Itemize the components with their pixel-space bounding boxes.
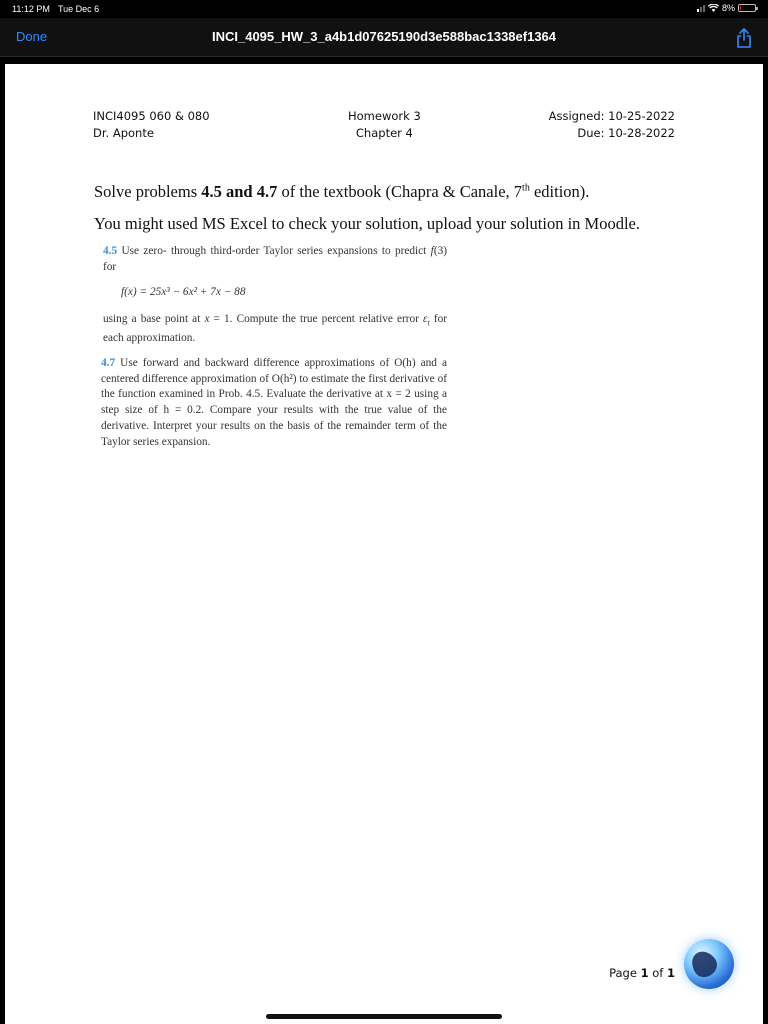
- status-indicators: [697, 3, 756, 13]
- homework-title: Homework 3: [348, 109, 421, 123]
- battery-percent: 8%: [721, 3, 735, 13]
- header-center: [348, 108, 421, 142]
- problem-4-7: 4.7 Use forward and backward difference approximations of O(h) and a centered difference approximation of O(h²) to estimate the first derivative of the function examined in Prob. 4.5. Evaluate the derivative at x = 2 using a step size of h = 0.2. Compare your results with the true value of the derivative. Interpret your results on the basis of the remainder term of the Taylor series expansion.: [101, 357, 447, 448]
- instruction-line-2: You might used MS Excel to check your solution, upload your solution in Moodle.: [94, 214, 641, 233]
- home-indicator[interactable]: [266, 1014, 502, 1019]
- chapter-label: Chapter 4: [355, 126, 413, 140]
- header-right: [549, 108, 675, 142]
- assistant-orb-icon[interactable]: [684, 939, 734, 989]
- course-code: INCI4095 060 & 080: [93, 109, 210, 123]
- problem-4-5-continuation: using a base point at x = 1. Compute the true percent relative error $\varepsilon_t$ for each approximation.: [103, 313, 447, 344]
- document-page[interactable]: [5, 64, 763, 1024]
- done-button[interactable]: Done: [16, 29, 48, 44]
- status-time: 11:12 PM: [12, 4, 50, 14]
- page-indicator: Page 1 of 1: [609, 966, 675, 980]
- due-date: Due: 10-28-2022: [577, 126, 675, 140]
- battery-icon: [738, 4, 756, 12]
- problem-number: 4.7: [101, 357, 116, 369]
- status-bar: [0, 0, 768, 18]
- wifi-icon: [708, 4, 719, 12]
- assigned-date: Assigned: 10-25-2022: [548, 109, 675, 123]
- cellular-signal-icon: [697, 4, 705, 12]
- problem-4-5-equation: f(x) = 25x³ − 6x² + 7x − 88: [121, 286, 246, 298]
- instruction-line-1: Solve problems 4.5 and 4.7 of the textbook (Chapra & Canale, 7th edition).: [94, 182, 590, 201]
- nav-bar: [0, 18, 768, 57]
- share-icon[interactable]: [734, 27, 754, 49]
- instructor-name: Dr. Aponte: [93, 126, 154, 140]
- problem-number: 4.5: [103, 245, 118, 257]
- status-date: Tue Dec 6: [58, 4, 100, 14]
- problem-4-5: 4.5 Use zero- through third-order Taylor series expansions to predict f(3) for: [103, 245, 447, 273]
- header-left: [93, 108, 210, 142]
- document-title: INCI_4095_HW_3_a4b1d07625190d3e588bac1338ef1364: [211, 29, 557, 44]
